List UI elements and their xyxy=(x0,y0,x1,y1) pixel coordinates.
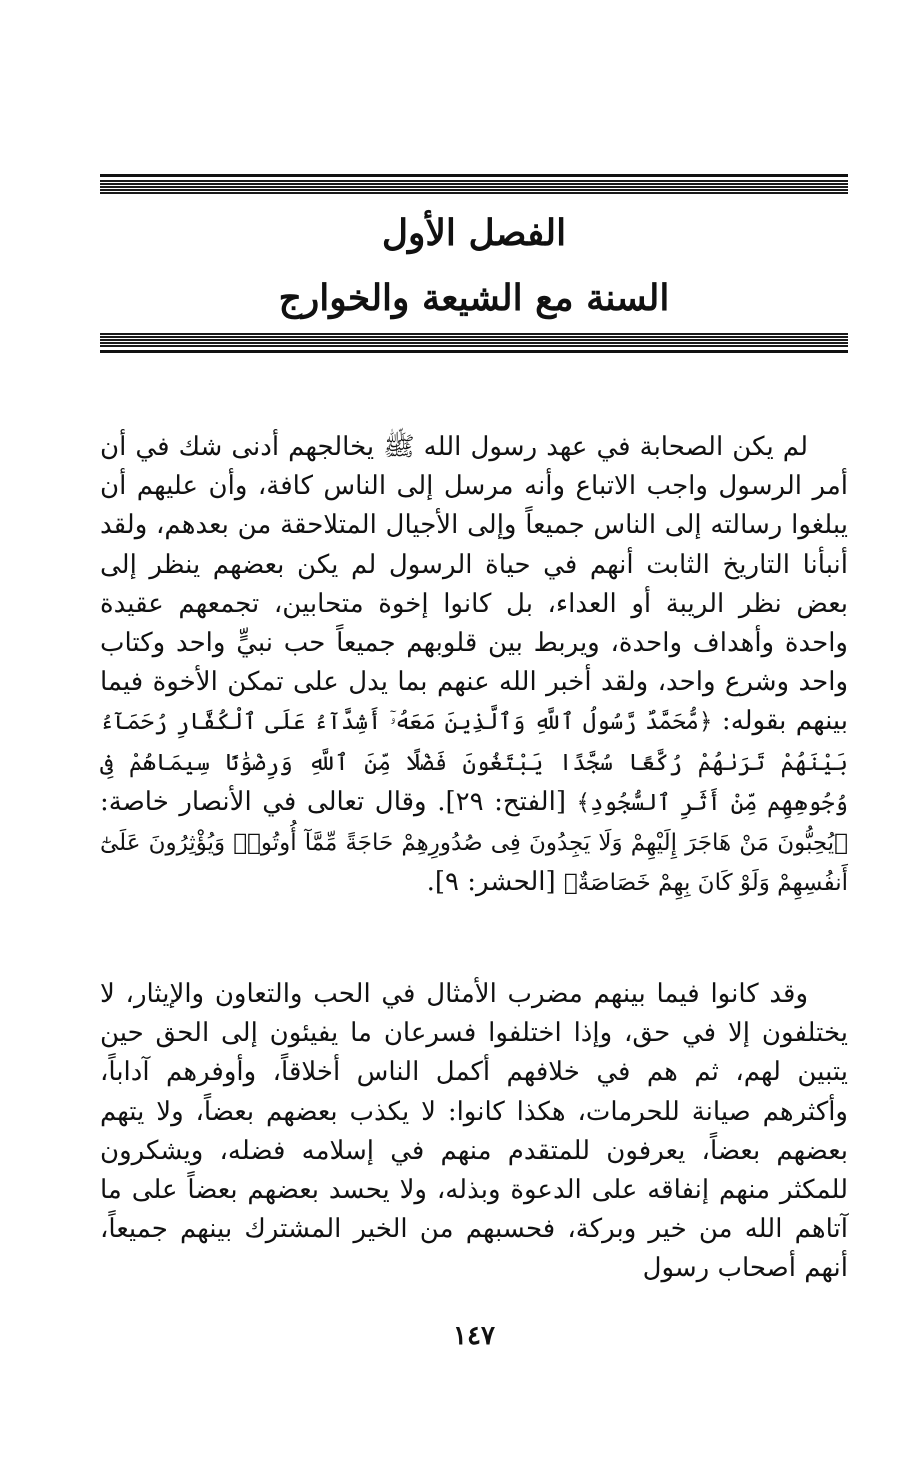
paragraph-2 xyxy=(100,975,848,1289)
paragraph-1-transition: وقال تعالى في الأنصار خاصة: xyxy=(100,786,427,817)
paragraph-1 xyxy=(100,428,848,903)
paragraph-1-intro: لم يكن الصحابة في عهد رسول الله ﷺ يخالجهم أدنى شك في أن أمر الرسول واجب الاتباع وأنه مرسل إلى الناس كافة، وأن عليهم أن يبلغوا رسالته إلى الناس جميعاً وإلى الأجيال المتلاحقة من بعدهم، ولقد أنبأنا التاريخ الثابت أنهم في حياة الرسول لم يكن بعضهم ينظر إلى بعض نظر الريبة أو العداء، بل كانوا إخوة متحابين، تجمعهم عقيدة واحدة وأهداف واحدة، ويربط بين قلوبهم جميعاً حب نبيٍّ واحد وكتاب واحد وشرع واحد، ولقد أخبر الله عنهم بما يدل على تمكن الأخوة فيما بينهم بقوله: xyxy=(100,432,849,737)
verse-reference-al-hashr: [الحشر: ٩]. xyxy=(426,867,564,898)
chapter-label: الفصل الأول xyxy=(381,212,567,254)
header-ornament-band-top xyxy=(100,180,848,194)
paragraph-2-body: وقد كانوا فيما بينهم مضرب الأمثال في الحب والتعاون والإيثار، لا يختلفون إلا في حق، وإذا اختلفوا فسرعان ما يفيئون إلى الحق حين يتبين لهم، ثم هم في خلافهم أكمل الناس أخلاقاً، وأوفرهم آداباً، وأكثرهم صيانة للحرمات، هكذا كانوا: لا يكذب بعضهم بعضاً، ولا يتهم بعضهم بعضاً، يعرفون للمتقدم منهم في إسلامه فضله، ويشكرون للمكثر منهم إنفاقه على الدعوة وبذله، ولا يحسد بعضهم بعضاً على ما آتاهم الله من خير وبركة، فحسبهم من الخير المشترك بينهم جميعاً، أنهم أصحاب رسول xyxy=(100,979,848,1284)
header-rule-bottom xyxy=(100,350,848,353)
page-number: ١٤٧ xyxy=(453,1321,495,1351)
chapter-title: السنة مع الشيعة والخوارج xyxy=(278,277,670,319)
verse-reference-al-fath: [الفتح: ٢٩]. xyxy=(426,786,577,817)
quran-verse-al-fath: ﴿مُّحَمَّدٌ رَّسُولُ ٱللَّهِ وَٱلَّذِينَ مَعَهُۥٓ أَشِدَّآءُ عَلَى ٱلْكُفَّارِ رُحَمَآءُ بَيْنَهُمْ تَرَىٰهُمْ رُكَّعًا سُجَّدًا يَبْتَغُونَ فَضْلًا مِّنَ ٱللَّهِ وَرِضْوَٰنًا سِيمَاهُمْ فِى وُجُوهِهِم مِّنْ أَثَرِ ٱلسُّجُودِ﴾ xyxy=(100,709,849,816)
quran-verse-al-hashr: ﴿يُحِبُّونَ مَنْ هَاجَرَ إِلَيْهِمْ وَلَا يَجِدُونَ فِى صُدُورِهِمْ حَاجَةً مِّمَّآ أُوتُوا۟ وَيُؤْثِرُونَ عَلَىٰٓ أَنفُسِهِمْ وَلَوْ كَانَ بِهِمْ خَصَاصَةٌ﴾ xyxy=(100,830,848,897)
header-ornament-band-bottom xyxy=(100,333,848,347)
header-rule-top xyxy=(100,174,848,177)
paragraph-1-body xyxy=(100,428,848,903)
